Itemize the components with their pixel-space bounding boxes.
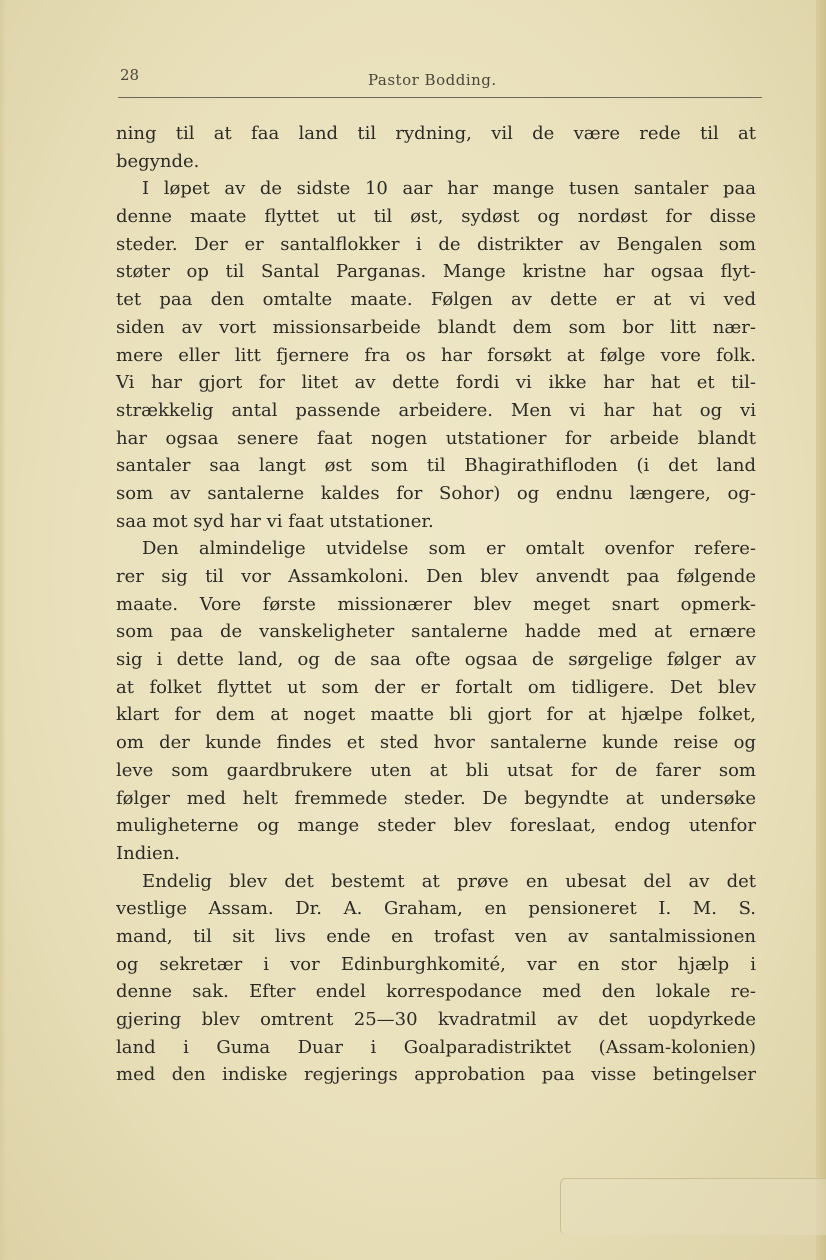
text-line: gjering blev omtrent 25—30 kvadratmil av det uopdyrkede (116, 1009, 756, 1030)
text-line: saa mot syd har vi faat utstationer. (116, 510, 434, 532)
text-line: begynde. (116, 150, 200, 172)
text-line: Endelig blev det bestemt at prøve en ubesat del av det (142, 870, 756, 892)
text-line: mere eller litt fjernere fra os har forsøkt at følge vore folk. (116, 344, 756, 366)
page-edge-shadow-left (0, 0, 6, 1260)
body-text (116, 120, 756, 1089)
text-line: som paa de vanskeligheter santalerne hadde med at ernære (116, 621, 756, 643)
page-header (118, 62, 762, 98)
text-line: I løpet av de sidste 10 aar har mange tusen santaler paa (142, 178, 756, 200)
page-edge-shadow-right (816, 0, 826, 1260)
text-line: med den indiske regjerings approbation paa visse betingelser (116, 1064, 756, 1086)
text-line: følger med helt fremmede steder. De begyndte at undersøke (116, 787, 756, 809)
text-line: land i Guma Duar i Goalparadistriktet (Assam-kolonien) (116, 1036, 756, 1058)
text-line: rer sig til vor Assamkoloni. Den blev anvendt paa følgende (116, 566, 756, 587)
running-title: Pastor Bodding. (368, 71, 497, 89)
header-rule (118, 97, 762, 98)
text-line: sig i dette land, og de saa ofte ogsaa de sørgelige følger av (116, 649, 756, 671)
text-line: vestlige Assam. Dr. A. Graham, en pensioneret I. M. S. (116, 898, 756, 920)
text-line: Vi har gjort for litet av dette fordi vi ikke har hat et til- (116, 372, 756, 394)
library-label-sticker (560, 1178, 826, 1235)
text-line: tet paa den omtalte maate. Følgen av dette er at vi ved (116, 289, 756, 311)
page-number: 28 (120, 66, 140, 84)
text-line: denne maate flyttet ut til øst, sydøst og nordøst for disse (116, 206, 756, 228)
text-line: og sekretær i vor Edinburghkomité, var en stor hjælp i (116, 953, 756, 975)
text-line: støter op til Santal Parganas. Mange kristne har ogsaa flyt- (116, 261, 756, 283)
text-line: har ogsaa senere faat nogen utstationer for arbeide blandt (116, 427, 756, 449)
text-line: klart for dem at noget maatte bli gjort for at hjælpe folket, (116, 704, 756, 726)
text-line: Den almindelige utvidelse som er omtalt ovenfor refere- (142, 538, 756, 560)
text-line: som av santalerne kaldes for Sohor) og endnu længere, og- (116, 482, 756, 504)
text-line: santaler saa langt øst som til Bhagirathifloden (i det land (116, 455, 756, 477)
text-line: Indien. (116, 842, 180, 864)
text-line: ning til at faa land til rydning, vil de være rede til at (116, 123, 756, 144)
text-line: mand, til sit livs ende en trofast ven av santalmissionen (116, 925, 756, 947)
text-line: at folket flyttet ut som der er fortalt om tidligere. Det blev (116, 676, 756, 698)
text-line: muligheterne og mange steder blev foreslaat, endog utenfor (116, 815, 756, 837)
text-line: steder. Der er santalflokker i de distrikter av Bengalen som (116, 233, 756, 255)
text-line: siden av vort missionsarbeide blandt dem som bor litt nær- (116, 316, 756, 338)
text-line: leve som gaardbrukere uten at bli utsat for de farer som (116, 759, 756, 781)
text-line: maate. Vore første missionærer blev meget snart opmerk- (116, 593, 756, 615)
text-line: denne sak. Efter endel korrespodance med den lokale re- (116, 981, 756, 1003)
text-line: strækkelig antal passende arbeidere. Men vi har hat og vi (116, 399, 756, 421)
text-line: om der kunde findes et sted hvor santalerne kunde reise og (116, 732, 756, 754)
